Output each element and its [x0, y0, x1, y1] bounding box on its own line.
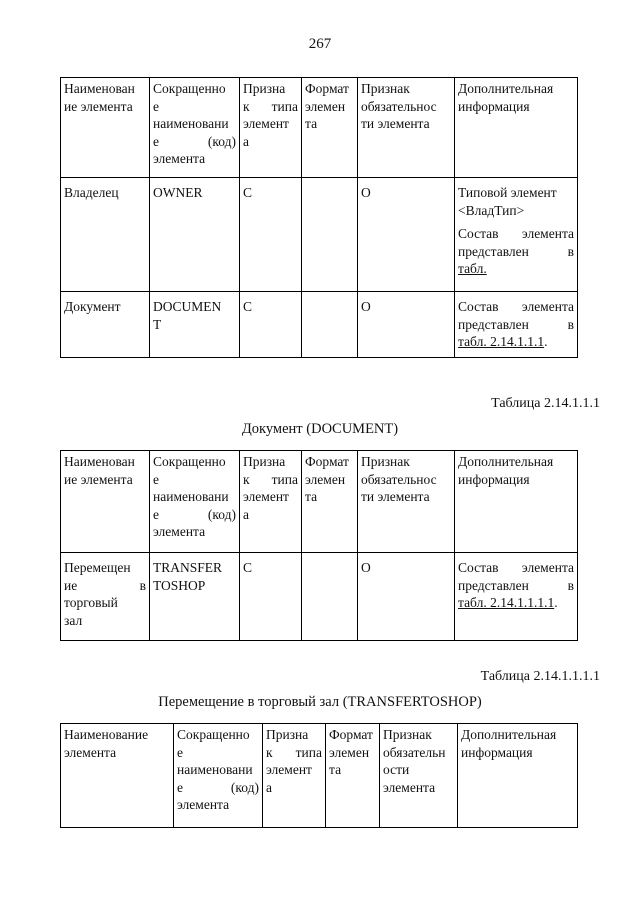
header-code: Сокращенно е наименовани е (код) элемента: [150, 78, 240, 178]
page-number: 267: [308, 36, 332, 52]
cell-format: [302, 178, 358, 292]
header-info: Дополнительная информация: [455, 78, 578, 178]
table-document: [60, 450, 578, 641]
table-header-row: [61, 724, 578, 828]
header-type: Призна к типа элемент а: [263, 724, 326, 828]
cell-format: [302, 292, 358, 358]
header-info: Дополнительная информация: [458, 724, 578, 828]
cell-name: Владелец: [61, 178, 150, 292]
header-required: Признак обязательнос ти элемента: [358, 451, 455, 553]
header-type: Призна к типа элемент а: [240, 78, 302, 178]
table-elements-1: [60, 77, 578, 358]
header-code: Сокращенно е наименовани е (код) элемента: [150, 451, 240, 553]
table-reference-link[interactable]: табл.: [458, 261, 487, 276]
table-caption-label: Таблица 2.14.1.1.1.1: [480, 669, 600, 684]
table-reference-link[interactable]: табл. 2.14.1.1.1: [458, 334, 545, 349]
cell-code: TRANSFER TOSHOP: [150, 553, 240, 641]
table-row: [61, 553, 578, 641]
header-required: Признак обязательнос ти элемента: [358, 78, 455, 178]
table-transfertoshop: [60, 723, 578, 828]
header-type: Призна к типа элемент а: [240, 451, 302, 553]
table-caption-title: Перемещение в торговый зал (TRANSFERTOSHOP): [158, 694, 482, 710]
cell-required: О: [358, 553, 455, 641]
header-info: Дополнительная информация: [455, 451, 578, 553]
cell-type: С: [240, 553, 302, 641]
cell-code: DOCUMEN T: [150, 292, 240, 358]
cell-info: Состав элемента представлен в табл. 2.14.1.1.1.1.: [455, 553, 578, 641]
table-row: [61, 178, 578, 292]
header-required: Признак обязательн ости элемента: [380, 724, 458, 828]
header-format: Формат элемен та: [302, 78, 358, 178]
cell-type: С: [240, 292, 302, 358]
cell-info: Типовой элемент <ВладТип> Состав элемента представлен в табл.: [455, 178, 578, 292]
header-format: Формат элемен та: [326, 724, 380, 828]
table-header-row: [61, 78, 578, 178]
header-name: Наименован ие элемента: [61, 78, 150, 178]
table-caption-label: Таблица 2.14.1.1.1: [491, 396, 600, 411]
header-code: Сокращенно е наименовани е (код) элемента: [174, 724, 263, 828]
cell-required: О: [358, 292, 455, 358]
cell-code: OWNER: [150, 178, 240, 292]
header-name: Наименование элемента: [61, 724, 174, 828]
cell-info: Состав элемента представлен в табл. 2.14.1.1.1.: [455, 292, 578, 358]
cell-required: О: [358, 178, 455, 292]
table-caption-title: Документ (DOCUMENT): [241, 421, 399, 437]
table-header-row: [61, 451, 578, 553]
table-reference-link[interactable]: табл. 2.14.1.1.1.1: [458, 595, 555, 610]
cell-format: [302, 553, 358, 641]
header-format: Формат элемен та: [302, 451, 358, 553]
cell-name: Перемещен ие в торговый зал: [61, 553, 150, 641]
cell-name: Документ: [61, 292, 150, 358]
cell-type: С: [240, 178, 302, 292]
header-name: Наименован ие элемента: [61, 451, 150, 553]
table-row: [61, 292, 578, 358]
